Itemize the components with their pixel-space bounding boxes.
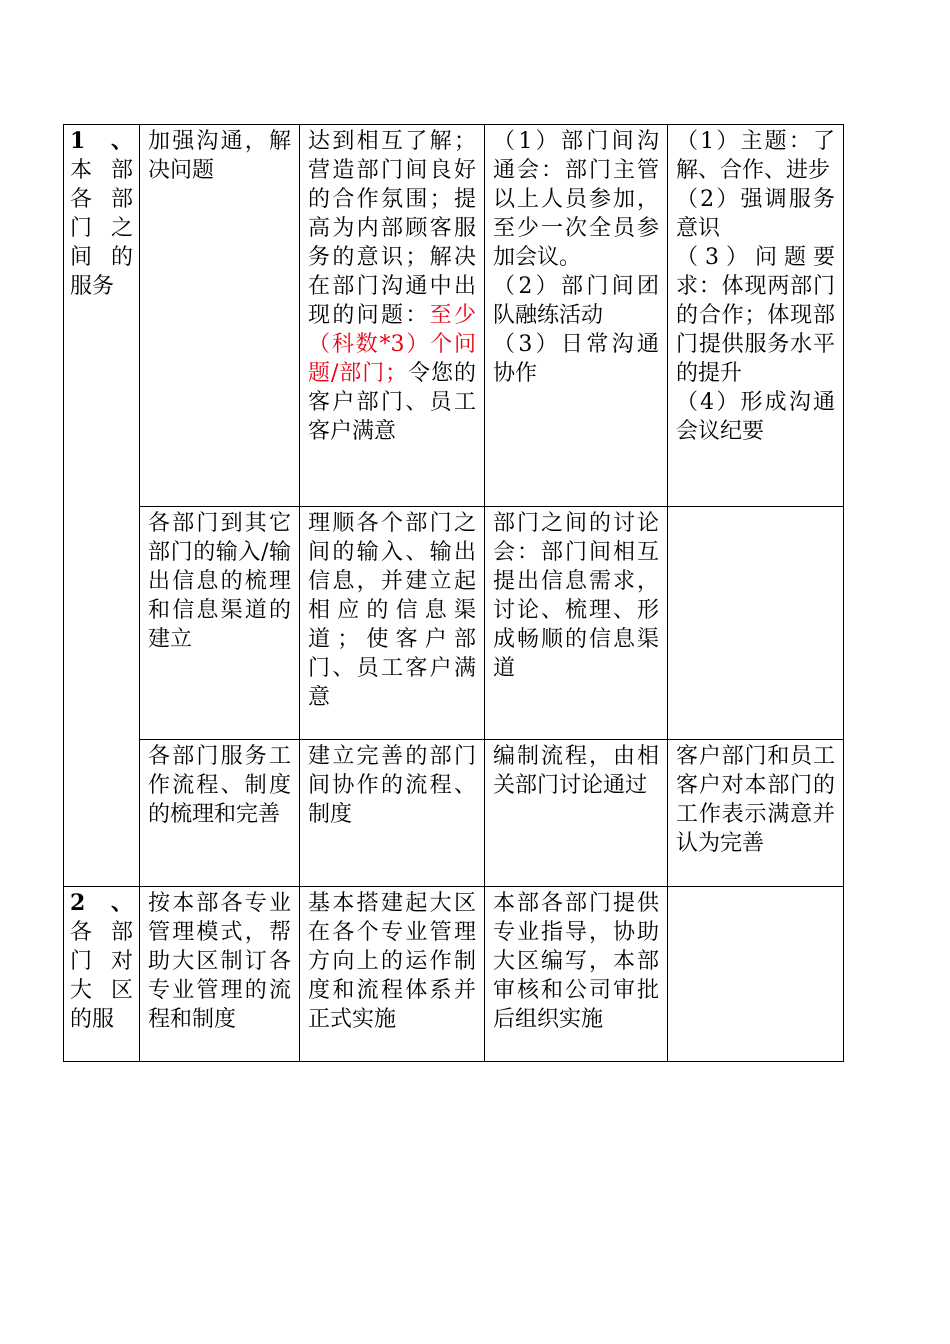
table-row	[64, 507, 844, 740]
goal-cell: 理顺各个部门之间的输入、输出信息，并建立起相应的信息渠道；使客户部门、员工客户满意	[300, 507, 485, 740]
standard-line: （4）形成沟通会议纪要	[676, 390, 835, 444]
measure-cell	[485, 125, 668, 507]
standard-line: （2）强调服务意识	[676, 187, 835, 241]
item-cell: 加强沟通，解决问题	[140, 125, 300, 507]
goal-text-end: 令您的客户部门、员工客户满意	[308, 361, 476, 444]
category-number: 2 、	[70, 890, 133, 916]
category-number: 1 、	[70, 128, 133, 154]
category-text: 各部门对大区的服	[70, 920, 133, 1032]
goal-cell	[300, 125, 485, 507]
standard-cell	[668, 887, 844, 1062]
standard-cell: 客户部门和员工客户对本部门的工作表示满意并认为完善	[668, 740, 844, 887]
measure-line: （3）日常沟通协作	[493, 332, 659, 386]
goal-highlight: 至少（科数*3）个问题/部门；	[308, 303, 476, 386]
standard-cell	[668, 125, 844, 507]
item-cell: 各部门到其它部门的输入/输出信息的梳理和信息渠道的建立	[140, 507, 300, 740]
measure-line: （1）部门间沟通会：部门主管以上人员参加，至少一次全员参加会议。	[493, 129, 659, 270]
standard-line: （1）主题：了解、合作、进步	[676, 129, 835, 183]
measure-line: （2）部门间团队融练活动	[493, 274, 659, 328]
table-row	[64, 125, 844, 507]
table-row	[64, 887, 844, 1062]
standard-cell	[668, 507, 844, 740]
table-row	[64, 740, 844, 887]
category-cell	[64, 125, 140, 887]
goal-cell: 基本搭建起大区在各个专业管理方向上的运作制度和流程体系并正式实施	[300, 887, 485, 1062]
category-text: 本部各部门之间的服务	[70, 158, 133, 299]
measure-cell: 部门之间的讨论会：部门间相互提出信息需求，讨论、梳理、形成畅顺的信息渠道	[485, 507, 668, 740]
category-cell	[64, 887, 140, 1062]
item-cell: 各部门服务工作流程、制度的梳理和完善	[140, 740, 300, 887]
measure-cell: 本部各部门提供专业指导，协助大区编写，本部审核和公司审批后组织实施	[485, 887, 668, 1062]
service-table	[63, 124, 844, 1062]
goal-text: 达到相互了解；营造部门间良好的合作氛围；提高为内部顾客服务的意识；解决在部门沟通中出现的问题：	[308, 129, 476, 328]
measure-cell: 编制流程，由相关部门讨论通过	[485, 740, 668, 887]
goal-cell: 建立完善的部门间协作的流程、制度	[300, 740, 485, 887]
item-cell: 按本部各专业管理模式，帮助大区制订各专业管理的流程和制度	[140, 887, 300, 1062]
standard-line: （3）问题要求：体现两部门的合作；体现部门提供服务水平的提升	[676, 245, 835, 386]
